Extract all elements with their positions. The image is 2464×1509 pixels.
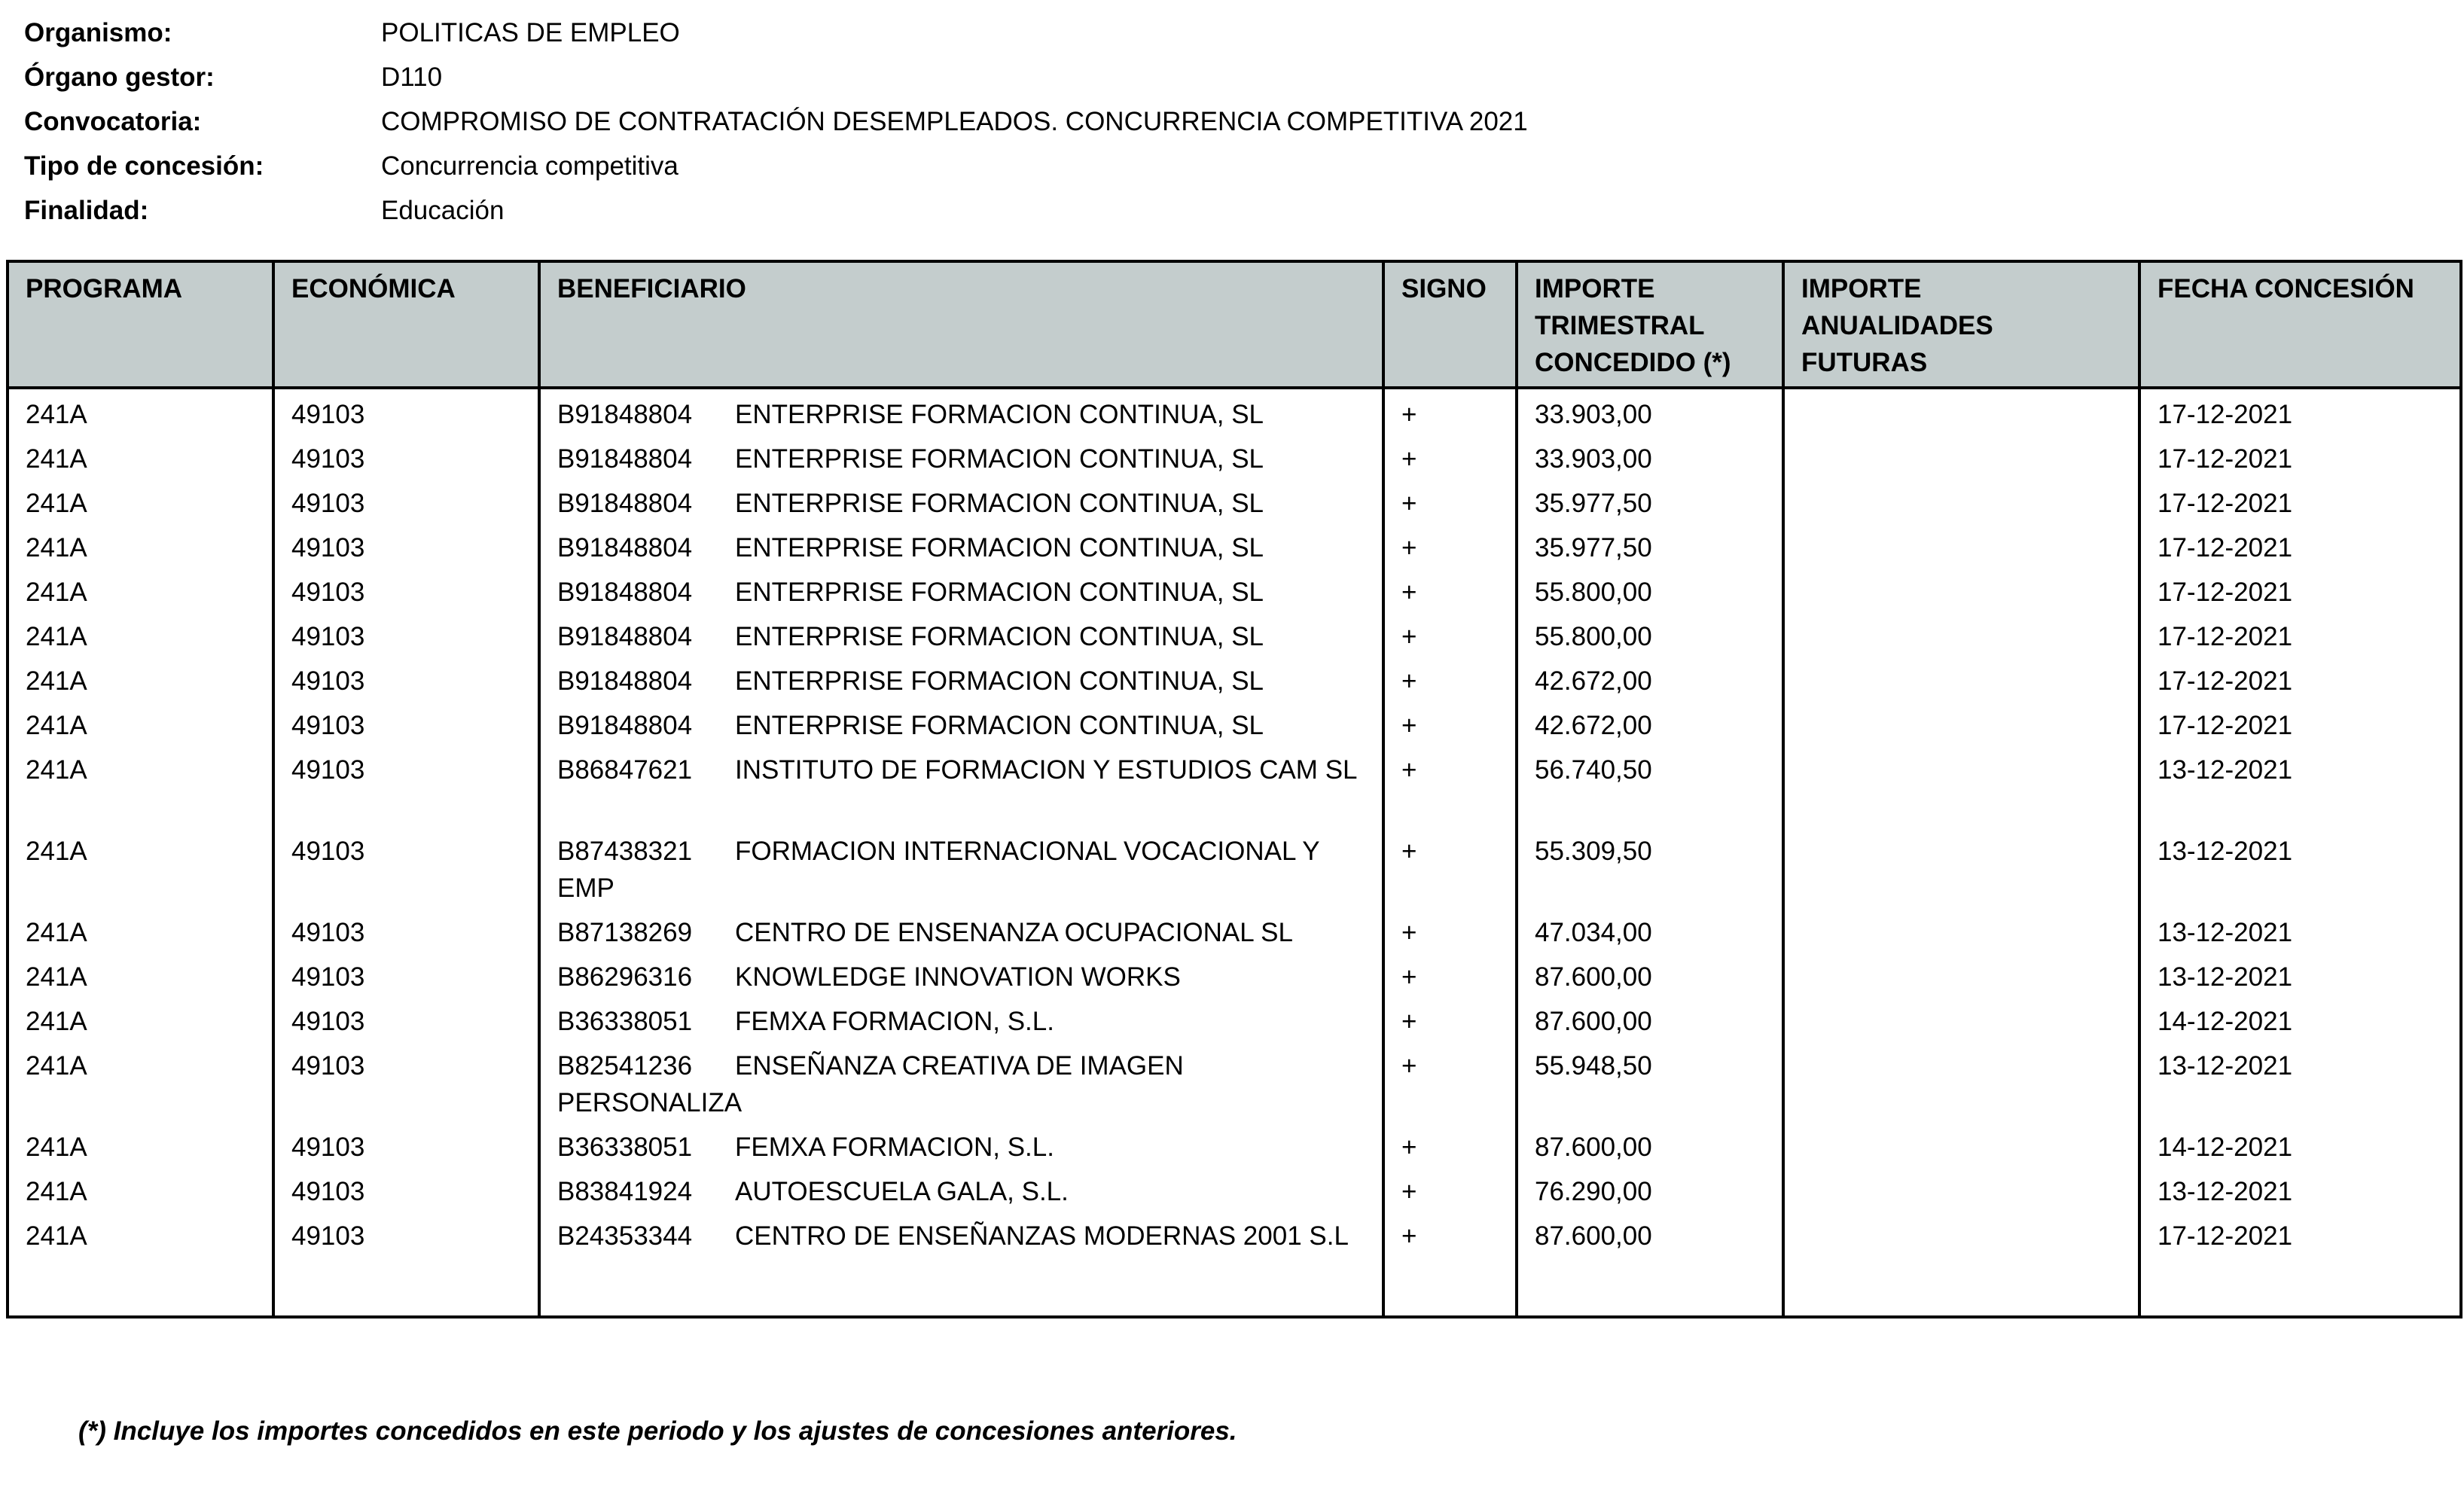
- beneficiary-name: ENTERPRISE FORMACION CONTINUA, SL: [735, 444, 1264, 474]
- cell-importe: 42.672,00: [1517, 656, 1783, 700]
- beneficiary-name: FORMACION INTERNACIONAL VOCACIONAL Y EMP: [557, 837, 1319, 903]
- grant-metadata: [24, 11, 1528, 233]
- cell-signo: +: [1383, 523, 1517, 567]
- header-anualidades-line: ANUALIDADES: [1801, 311, 1993, 340]
- cell-anualidades: [1783, 567, 2139, 611]
- cell-programa: 241A: [8, 700, 273, 745]
- cell-fecha: 13-12-2021: [2139, 952, 2461, 996]
- beneficiary-name: CENTRO DE ENSENANZA OCUPACIONAL SL: [735, 918, 1293, 947]
- cell-beneficiario: [539, 996, 1383, 1041]
- beneficiary-name: ENTERPRISE FORMACION CONTINUA, SL: [735, 666, 1264, 696]
- cell-signo: +: [1383, 656, 1517, 700]
- header-anualidades-line: FUTURAS: [1801, 348, 1928, 377]
- meta-label: Finalidad:: [24, 195, 149, 225]
- cell-programa: 241A: [8, 478, 273, 523]
- header-importe-line: TRIMESTRAL: [1535, 311, 1705, 340]
- cell-importe: 76.290,00: [1517, 1166, 1783, 1211]
- cell-importe: 55.800,00: [1517, 611, 1783, 656]
- cell-anualidades: [1783, 952, 2139, 996]
- cell-signo: +: [1383, 1166, 1517, 1211]
- cell-economica: 49103: [273, 611, 539, 656]
- header-anualidades-line: IMPORTE: [1801, 274, 1922, 303]
- cell-signo: +: [1383, 907, 1517, 952]
- cell-programa: 241A: [8, 1211, 273, 1317]
- header-fecha-concesion: FECHA CONCESIÓN: [2139, 261, 2461, 388]
- cell-signo: +: [1383, 567, 1517, 611]
- header-importe-trimestral: [1517, 261, 1783, 388]
- cell-anualidades: [1783, 388, 2139, 434]
- cell-fecha: 14-12-2021: [2139, 1122, 2461, 1166]
- cell-fecha: 17-12-2021: [2139, 523, 2461, 567]
- table-row: [8, 1041, 2461, 1122]
- cell-beneficiario: [539, 1041, 1383, 1122]
- cell-economica: 49103: [273, 523, 539, 567]
- meta-row-convocatoria: [24, 99, 1528, 144]
- cell-beneficiario: [539, 952, 1383, 996]
- beneficiary-cif: B91848804: [557, 533, 693, 562]
- cell-anualidades: [1783, 1211, 2139, 1317]
- beneficiary-cif: B91848804: [557, 711, 693, 740]
- cell-economica: 49103: [273, 826, 539, 907]
- cell-fecha: 13-12-2021: [2139, 745, 2461, 826]
- table-header-row: [8, 261, 2461, 388]
- cell-fecha: 14-12-2021: [2139, 996, 2461, 1041]
- cell-economica: 49103: [273, 1211, 539, 1317]
- cell-programa: 241A: [8, 826, 273, 907]
- header-importe-line: IMPORTE: [1535, 274, 1655, 303]
- cell-anualidades: [1783, 1041, 2139, 1122]
- cell-importe: 47.034,00: [1517, 907, 1783, 952]
- cell-importe: 33.903,00: [1517, 434, 1783, 478]
- table-row: [8, 952, 2461, 996]
- header-economica: ECONÓMICA: [273, 261, 539, 388]
- cell-fecha: 17-12-2021: [2139, 656, 2461, 700]
- header-beneficiario: BENEFICIARIO: [539, 261, 1383, 388]
- meta-value: D110: [381, 62, 443, 92]
- cell-programa: 241A: [8, 656, 273, 700]
- cell-economica: 49103: [273, 1166, 539, 1211]
- beneficiary-cif: B91848804: [557, 489, 693, 518]
- meta-value: COMPROMISO DE CONTRATACIÓN DESEMPLEADOS. CONCURRENCIA COMPETITIVA 2021: [381, 106, 1528, 136]
- cell-fecha: 17-12-2021: [2139, 611, 2461, 656]
- meta-row-organismo: [24, 11, 1528, 55]
- cell-signo: +: [1383, 478, 1517, 523]
- cell-economica: 49103: [273, 952, 539, 996]
- cell-fecha: 13-12-2021: [2139, 907, 2461, 952]
- cell-anualidades: [1783, 523, 2139, 567]
- meta-label: Organismo:: [24, 17, 172, 47]
- header-importe-anualidades: [1783, 261, 2139, 388]
- cell-economica: 49103: [273, 388, 539, 434]
- cell-anualidades: [1783, 907, 2139, 952]
- meta-row-tipo-concesion: [24, 144, 1528, 188]
- meta-row-finalidad: [24, 188, 1528, 233]
- table-row: [8, 523, 2461, 567]
- footnote: (*) Incluye los importes concedidos en este periodo y los ajustes de concesiones anteriores.: [78, 1416, 1237, 1446]
- cell-beneficiario: [539, 1122, 1383, 1166]
- cell-importe: 87.600,00: [1517, 996, 1783, 1041]
- cell-fecha: 17-12-2021: [2139, 434, 2461, 478]
- table-row: [8, 996, 2461, 1041]
- beneficiary-cif: B83841924: [557, 1177, 693, 1206]
- beneficiary-name: CENTRO DE ENSEÑANZAS MODERNAS 2001 S.L: [735, 1221, 1349, 1251]
- beneficiary-cif: B36338051: [557, 1007, 693, 1036]
- cell-signo: +: [1383, 1122, 1517, 1166]
- cell-fecha: 13-12-2021: [2139, 1041, 2461, 1122]
- cell-fecha: 17-12-2021: [2139, 388, 2461, 434]
- cell-anualidades: [1783, 700, 2139, 745]
- cell-beneficiario: [539, 1166, 1383, 1211]
- beneficiary-name: ENTERPRISE FORMACION CONTINUA, SL: [735, 711, 1264, 740]
- cell-importe: 35.977,50: [1517, 478, 1783, 523]
- cell-economica: 49103: [273, 745, 539, 826]
- cell-importe: 55.800,00: [1517, 567, 1783, 611]
- cell-anualidades: [1783, 1122, 2139, 1166]
- beneficiary-cif: B87438321: [557, 837, 693, 866]
- beneficiary-cif: B91848804: [557, 444, 693, 474]
- beneficiary-name: ENTERPRISE FORMACION CONTINUA, SL: [735, 400, 1264, 429]
- meta-label: Tipo de concesión:: [24, 151, 264, 181]
- table-row: [8, 1122, 2461, 1166]
- meta-row-organo-gestor: [24, 55, 1528, 99]
- cell-importe: 87.600,00: [1517, 952, 1783, 996]
- cell-economica: 49103: [273, 656, 539, 700]
- cell-beneficiario: [539, 523, 1383, 567]
- cell-beneficiario: [539, 388, 1383, 434]
- grants-table: [6, 260, 2462, 1318]
- cell-anualidades: [1783, 826, 2139, 907]
- meta-value: Educación: [381, 195, 505, 225]
- cell-beneficiario: [539, 567, 1383, 611]
- cell-economica: 49103: [273, 567, 539, 611]
- beneficiary-cif: B86296316: [557, 962, 693, 992]
- cell-economica: 49103: [273, 478, 539, 523]
- beneficiary-name: ENTERPRISE FORMACION CONTINUA, SL: [735, 489, 1264, 518]
- header-signo: SIGNO: [1383, 261, 1517, 388]
- cell-economica: 49103: [273, 1122, 539, 1166]
- cell-economica: 49103: [273, 907, 539, 952]
- beneficiary-name: FEMXA FORMACION, S.L.: [735, 1007, 1054, 1036]
- meta-value: Concurrencia competitiva: [381, 151, 679, 181]
- cell-signo: +: [1383, 700, 1517, 745]
- cell-importe: 33.903,00: [1517, 388, 1783, 434]
- cell-anualidades: [1783, 1166, 2139, 1211]
- cell-beneficiario: [539, 907, 1383, 952]
- cell-signo: +: [1383, 388, 1517, 434]
- cell-importe: 55.948,50: [1517, 1041, 1783, 1122]
- beneficiary-name: INSTITUTO DE FORMACION Y ESTUDIOS CAM SL: [735, 755, 1358, 785]
- cell-signo: +: [1383, 826, 1517, 907]
- cell-economica: 49103: [273, 1041, 539, 1122]
- table-row: [8, 1166, 2461, 1211]
- cell-signo: +: [1383, 434, 1517, 478]
- table-row: [8, 656, 2461, 700]
- cell-signo: +: [1383, 611, 1517, 656]
- cell-beneficiario: [539, 1211, 1383, 1317]
- cell-anualidades: [1783, 434, 2139, 478]
- cell-programa: 241A: [8, 907, 273, 952]
- table-row: [8, 478, 2461, 523]
- cell-anualidades: [1783, 656, 2139, 700]
- cell-signo: +: [1383, 952, 1517, 996]
- cell-anualidades: [1783, 745, 2139, 826]
- cell-beneficiario: [539, 611, 1383, 656]
- beneficiary-cif: B82541236: [557, 1051, 693, 1081]
- table-row: [8, 826, 2461, 907]
- cell-fecha: 13-12-2021: [2139, 826, 2461, 907]
- cell-importe: 87.600,00: [1517, 1211, 1783, 1317]
- cell-anualidades: [1783, 478, 2139, 523]
- cell-beneficiario: [539, 826, 1383, 907]
- beneficiary-cif: B91848804: [557, 400, 693, 429]
- table-row: [8, 1211, 2461, 1317]
- header-importe-line: CONCEDIDO (*): [1535, 348, 1731, 377]
- cell-fecha: 17-12-2021: [2139, 1211, 2461, 1317]
- cell-importe: 56.740,50: [1517, 745, 1783, 826]
- cell-importe: 42.672,00: [1517, 700, 1783, 745]
- beneficiary-name: ENTERPRISE FORMACION CONTINUA, SL: [735, 578, 1264, 607]
- cell-signo: +: [1383, 1041, 1517, 1122]
- table-row: [8, 745, 2461, 826]
- beneficiary-cif: B91848804: [557, 622, 693, 651]
- cell-programa: 241A: [8, 1122, 273, 1166]
- beneficiary-cif: B91848804: [557, 578, 693, 607]
- cell-beneficiario: [539, 700, 1383, 745]
- cell-programa: 241A: [8, 1166, 273, 1211]
- table-row: [8, 611, 2461, 656]
- cell-fecha: 17-12-2021: [2139, 700, 2461, 745]
- cell-beneficiario: [539, 656, 1383, 700]
- cell-economica: 49103: [273, 434, 539, 478]
- table-row: [8, 567, 2461, 611]
- beneficiary-name: ENTERPRISE FORMACION CONTINUA, SL: [735, 533, 1264, 562]
- cell-fecha: 13-12-2021: [2139, 1166, 2461, 1211]
- cell-economica: 49103: [273, 996, 539, 1041]
- cell-economica: 49103: [273, 700, 539, 745]
- cell-programa: 241A: [8, 434, 273, 478]
- cell-signo: +: [1383, 1211, 1517, 1317]
- table-row: [8, 907, 2461, 952]
- cell-programa: 241A: [8, 996, 273, 1041]
- cell-programa: 241A: [8, 611, 273, 656]
- cell-signo: +: [1383, 996, 1517, 1041]
- meta-value: POLITICAS DE EMPLEO: [381, 17, 680, 47]
- beneficiary-cif: B87138269: [557, 918, 693, 947]
- beneficiary-cif: B91848804: [557, 666, 693, 696]
- cell-beneficiario: [539, 478, 1383, 523]
- cell-beneficiario: [539, 745, 1383, 826]
- beneficiary-name: ENSEÑANZA CREATIVA DE IMAGEN PERSONALIZA: [557, 1051, 1184, 1117]
- header-programa: PROGRAMA: [8, 261, 273, 388]
- beneficiary-name: KNOWLEDGE INNOVATION WORKS: [735, 962, 1181, 992]
- cell-programa: 241A: [8, 745, 273, 826]
- beneficiary-name: ENTERPRISE FORMACION CONTINUA, SL: [735, 622, 1264, 651]
- table-row: [8, 434, 2461, 478]
- cell-programa: 241A: [8, 567, 273, 611]
- cell-programa: 241A: [8, 523, 273, 567]
- cell-programa: 241A: [8, 952, 273, 996]
- cell-importe: 35.977,50: [1517, 523, 1783, 567]
- beneficiary-name: FEMXA FORMACION, S.L.: [735, 1133, 1054, 1162]
- cell-signo: +: [1383, 745, 1517, 826]
- beneficiary-name: AUTOESCUELA GALA, S.L.: [735, 1177, 1069, 1206]
- cell-programa: 241A: [8, 1041, 273, 1122]
- beneficiary-cif: B24353344: [557, 1221, 693, 1251]
- table-row: [8, 700, 2461, 745]
- cell-fecha: 17-12-2021: [2139, 567, 2461, 611]
- cell-programa: 241A: [8, 388, 273, 434]
- cell-fecha: 17-12-2021: [2139, 478, 2461, 523]
- cell-beneficiario: [539, 434, 1383, 478]
- cell-anualidades: [1783, 996, 2139, 1041]
- beneficiary-cif: B36338051: [557, 1133, 693, 1162]
- table-row: [8, 388, 2461, 434]
- beneficiary-cif: B86847621: [557, 755, 693, 785]
- cell-anualidades: [1783, 611, 2139, 656]
- meta-label: Órgano gestor:: [24, 62, 215, 92]
- cell-importe: 87.600,00: [1517, 1122, 1783, 1166]
- meta-label: Convocatoria:: [24, 106, 202, 136]
- cell-importe: 55.309,50: [1517, 826, 1783, 907]
